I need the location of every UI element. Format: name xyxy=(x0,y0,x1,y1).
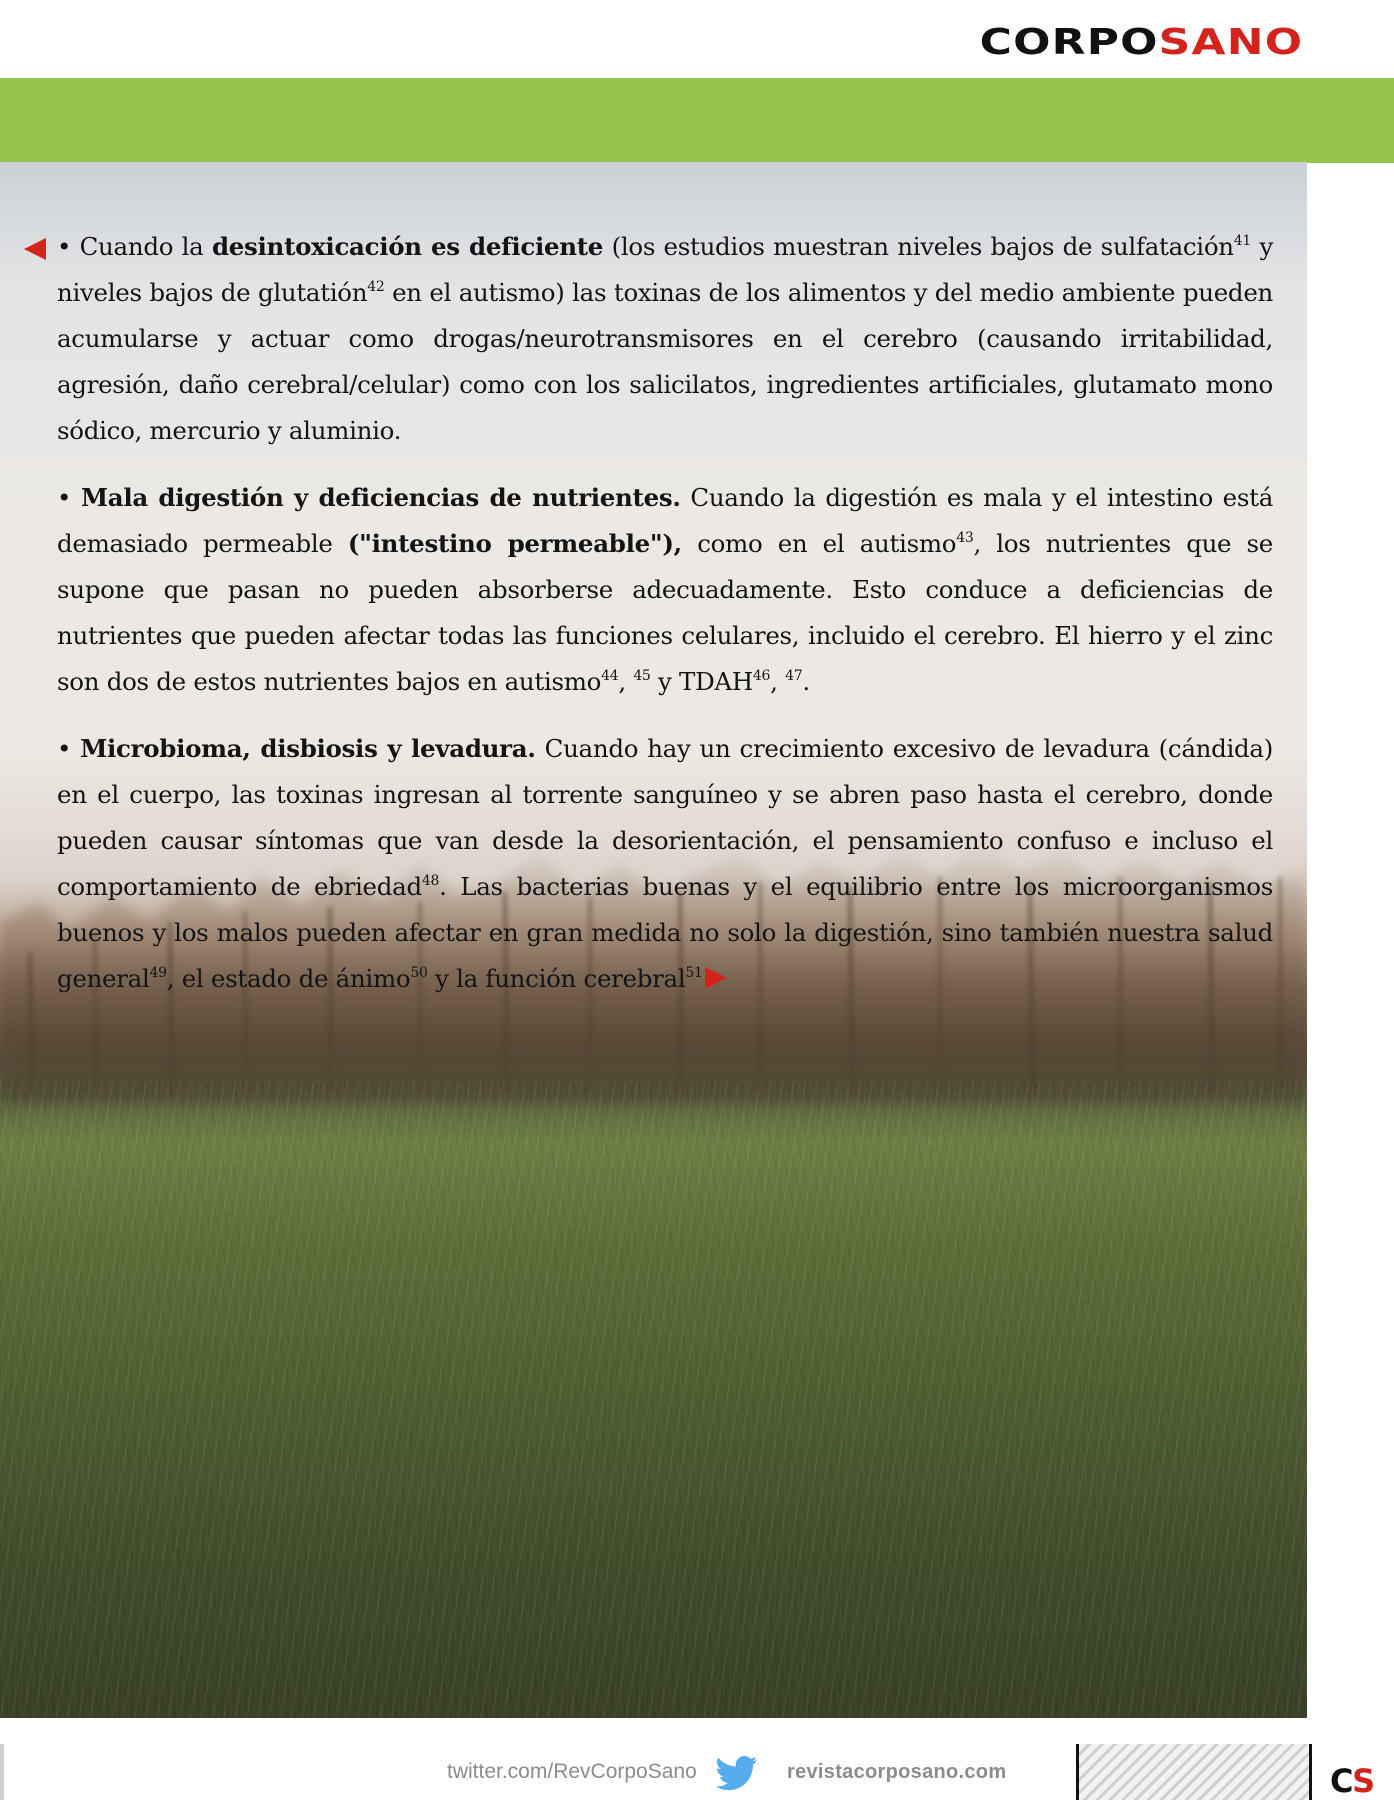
footnote-ref: 49 xyxy=(149,965,167,981)
footnote-ref: 51 xyxy=(685,965,703,981)
arrow-left-icon[interactable] xyxy=(24,238,46,260)
twitter-link[interactable]: twitter.com/RevCorpoSano xyxy=(447,1760,697,1783)
bold-heading: desintoxicación es deficiente xyxy=(211,232,604,261)
bold-heading: Microbioma, disbiosis y levadura. xyxy=(80,734,536,763)
footnote-ref: 47 xyxy=(785,668,803,684)
text-run: y la función cerebral xyxy=(427,964,686,993)
footer-left-rule xyxy=(0,1744,4,1800)
corposano-logo xyxy=(979,22,1303,64)
text-run: , los nutrientes que se supone que pasan no pueden absorberse adecuadamente. Esto conduce a deficiencias de nutrientes que pueden afectar todas las funciones celulares, incluido el cerebro. El hierro y el zinc son dos de estos nutrientes bajos en autismo xyxy=(57,529,1274,696)
paragraph-microbiome xyxy=(57,726,1273,1002)
footnote-ref: 50 xyxy=(410,965,428,981)
paragraph-digestion xyxy=(57,475,1273,705)
footnote-ref: 45 xyxy=(633,668,651,684)
bold-heading: Mala digestión y deficiencias de nutrientes. xyxy=(80,483,681,512)
logo-part-corpo: CORPO xyxy=(979,22,1159,63)
text-run: • xyxy=(57,734,81,763)
footnote-ref: 41 xyxy=(1233,233,1251,249)
footnote-ref: 43 xyxy=(956,530,974,546)
text-run: • Cuando la xyxy=(57,232,212,261)
text-run: , el estado de ánimo xyxy=(166,964,411,993)
text-run: , xyxy=(770,667,786,696)
badge-letter-c: C xyxy=(1330,1762,1353,1800)
arrow-right-icon[interactable] xyxy=(705,967,727,989)
text-run: y niveles bajos de glutatión xyxy=(57,232,1274,307)
text-run: Cuando la digestión es mala y el intestino está demasiado permeable xyxy=(57,483,1273,558)
footnote-ref: 44 xyxy=(601,668,619,684)
text-run: • xyxy=(57,483,81,512)
footnote-ref: 46 xyxy=(752,668,771,684)
footnote-ref: 48 xyxy=(421,873,440,889)
footnote-ref: 42 xyxy=(367,279,385,295)
twitter-bird-icon[interactable] xyxy=(713,1752,761,1794)
text-run: como en el autismo xyxy=(681,529,957,558)
badge-letter-s: S xyxy=(1352,1762,1374,1800)
text-run: . xyxy=(802,667,810,696)
cs-badge-logo xyxy=(1330,1763,1373,1799)
logo-part-sano: SANO xyxy=(1158,22,1303,63)
article-body xyxy=(57,224,1273,1023)
grass-texture xyxy=(0,1082,1307,1718)
text-run: , xyxy=(618,667,634,696)
paragraph-detoxification xyxy=(57,224,1273,454)
header-green-band xyxy=(0,78,1394,163)
text-run: Cuando hay un crecimiento excesivo de levadura (cándida) en el cuerpo, las toxinas ingresan al torrente sanguíneo y se abren paso hasta el cerebro, donde pueden causar síntomas que van desde la desorientación, el pensamiento confuso e incluso el comportamiento de ebriedad xyxy=(57,734,1274,901)
footer-stripe-block xyxy=(1076,1744,1312,1800)
text-run: (los estudios muestran niveles bajos de sulfatación xyxy=(603,232,1234,261)
bold-term: ("intestino permeable"), xyxy=(347,529,682,558)
website-link[interactable]: revistacorposano.com xyxy=(787,1761,1007,1783)
text-run: y TDAH xyxy=(650,667,753,696)
text-run: . Las bacterias buenas y el equilibrio entre los microorganismos buenos y los malos pueden afectar en gran medida no solo la digestión, sino también nuestra salud general xyxy=(57,872,1274,993)
text-run: en el autismo) las toxinas de los alimentos y del medio ambiente pueden acumularse y actuar como drogas/neurotransmisores en el cerebro (causando irritabilidad, agresión, daño cerebral/celular) como con los salicilatos, ingredientes artificiales, glutamato mono sódico, mercurio y aluminio. xyxy=(57,278,1273,445)
